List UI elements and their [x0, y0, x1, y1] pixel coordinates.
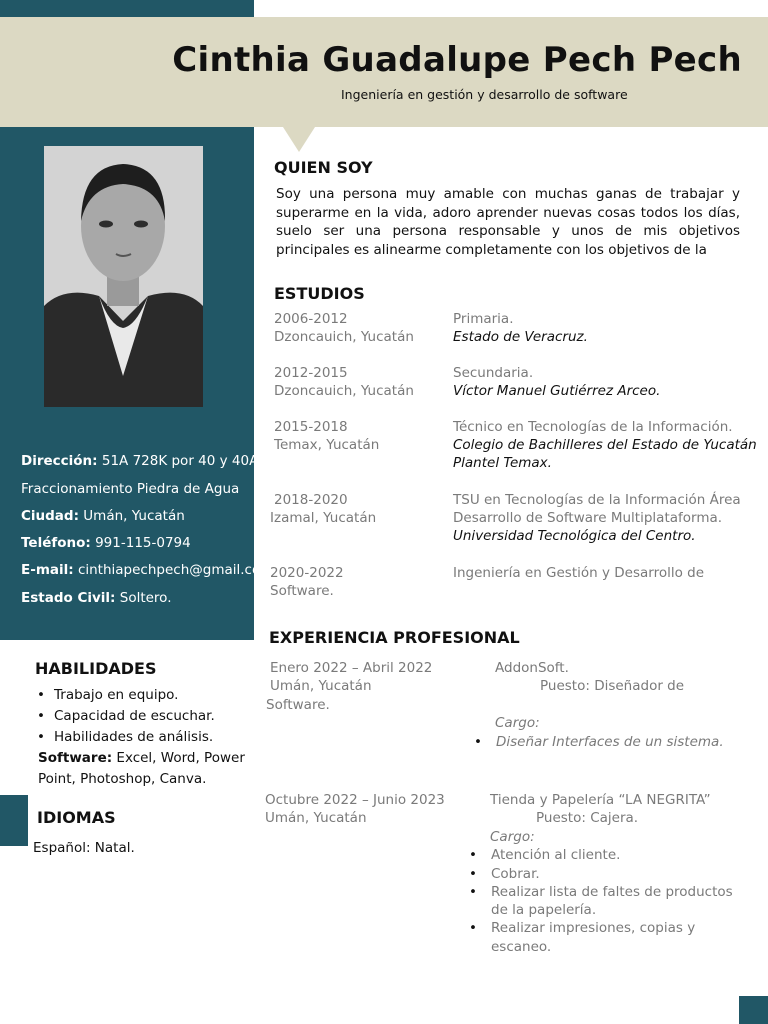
- job-task: • Atención al cliente.: [466, 846, 733, 865]
- job-position: Puesto: Cajera.: [536, 810, 639, 826]
- civil-label: Estado Civil:: [21, 590, 116, 606]
- contact-email: [21, 562, 275, 578]
- profile-photo: [44, 146, 203, 407]
- study-place: Dzoncauich, Yucatán: [274, 383, 414, 399]
- skill-item: • Trabajo en equipo.: [34, 685, 215, 706]
- job-company: Tienda y Papelería “LA NEGRITA”: [490, 792, 711, 808]
- software-label: Software:: [38, 750, 113, 766]
- section-title-skills: HABILIDADES: [35, 659, 157, 678]
- candidate-name: Cinthia Guadalupe Pech Pech: [172, 40, 742, 80]
- study-level: Ingeniería en Gestión y Desarrollo de: [453, 565, 705, 581]
- contact-city: [21, 508, 185, 524]
- address-label: Dirección:: [21, 453, 98, 469]
- study-school: Víctor Manuel Gutiérrez Arceo.: [453, 383, 661, 399]
- software-skills: [38, 748, 245, 769]
- study-school: Estado de Veracruz.: [453, 329, 588, 345]
- header-pointer: [283, 127, 315, 152]
- study-years: 2006-2012: [274, 311, 348, 327]
- job-task-list: [471, 733, 724, 752]
- job-company: AddonSoft.: [495, 660, 569, 676]
- job-task-list: [466, 846, 733, 902]
- about-text: Soy una persona muy amable con muchas ganas de trabajar y superarme en la vida, adoro aprender nuevas cosas todos los días, suelo ser una persona responsable y unos de mis objetivos principales es alinearme completamente con los objetivos de la: [276, 186, 740, 258]
- left-top-strip: [0, 0, 254, 17]
- job-task: • Realizar impresiones, copias y: [466, 919, 695, 938]
- contact-address: [21, 453, 258, 469]
- email-value: cinthiapechpech@gmail.com: [77, 562, 274, 578]
- study-school: Colegio de Bachilleres del Estado de Yucatán: [453, 437, 757, 453]
- job-task: • Cobrar.: [466, 865, 733, 884]
- study-place: Izamal, Yucatán: [270, 510, 377, 526]
- job-task: • Realizar lista de faltes de productos: [466, 883, 733, 902]
- study-years: 2020-2022: [270, 565, 344, 581]
- study-school: Universidad Tecnológica del Centro.: [453, 528, 696, 544]
- study-level: Secundaria.: [453, 365, 534, 381]
- study-years: 2015-2018: [274, 419, 348, 435]
- job-place: Umán, Yucatán: [265, 810, 367, 826]
- city-label: Ciudad:: [21, 508, 79, 524]
- study-place: Temax, Yucatán: [274, 437, 380, 453]
- skills-list: [34, 685, 215, 748]
- software-value: Excel, Word, Power: [116, 750, 245, 766]
- study-place: Software.: [270, 583, 334, 599]
- job-position: Puesto: Diseñador de: [540, 678, 685, 694]
- skill-item: • Habilidades de análisis.: [34, 727, 215, 748]
- contact-phone: [21, 535, 191, 551]
- study-years: 2012-2015: [274, 365, 348, 381]
- study-level: TSU en Tecnologías de la Información Área: [453, 492, 741, 508]
- job-task-continuation: de la papelería.: [491, 902, 597, 918]
- contact-civil-status: [21, 590, 172, 606]
- job-place: Umán, Yucatán: [270, 678, 372, 694]
- decorative-square: [0, 795, 28, 846]
- phone-value: 991-115-0794: [95, 535, 191, 551]
- study-years: 2018-2020: [274, 492, 348, 508]
- section-title-languages: IDIOMAS: [37, 808, 116, 827]
- phone-label: Teléfono:: [21, 535, 91, 551]
- city-value: Umán, Yucatán: [83, 508, 185, 524]
- job-task-list-cont: [466, 919, 695, 938]
- skill-item: • Capacidad de escuchar.: [34, 706, 215, 727]
- job-dates: Enero 2022 – Abril 2022: [270, 660, 433, 676]
- job-place-line2: Software.: [266, 697, 330, 713]
- study-level: Técnico en Tecnologías de la Información.: [453, 419, 733, 435]
- study-level: Primaria.: [453, 311, 514, 327]
- section-title-studies: ESTUDIOS: [274, 284, 365, 303]
- study-place: Dzoncauich, Yucatán: [274, 329, 414, 345]
- decorative-corner-square: [739, 996, 768, 1024]
- address-value: 51A 728K por 40 y 40A: [101, 453, 259, 469]
- software-skills-line2: Point, Photoshop, Canva.: [38, 771, 207, 787]
- section-title-experience: EXPERIENCIA PROFESIONAL: [269, 628, 520, 647]
- job-task-continuation: escaneo.: [491, 939, 552, 955]
- section-title-about: QUIEN SOY: [274, 158, 373, 177]
- civil-value: Soltero.: [119, 590, 172, 606]
- email-label: E-mail:: [21, 562, 74, 578]
- job-cargo-label: Cargo:: [495, 715, 540, 731]
- study-school-line2: Plantel Temax.: [453, 455, 552, 471]
- job-cargo-label: Cargo:: [490, 829, 535, 845]
- contact-address-line2: Fraccionamiento Piedra de Agua: [21, 481, 240, 497]
- job-dates: Octubre 2022 – Junio 2023: [265, 792, 445, 808]
- job-task: • Diseñar Interfaces de un sistema.: [471, 733, 724, 752]
- study-level-line2: Desarrollo de Software Multiplataforma.: [453, 510, 723, 526]
- career-subtitle: Ingeniería en gestión y desarrollo de software: [341, 87, 628, 102]
- language-item: Español: Natal.: [33, 840, 135, 856]
